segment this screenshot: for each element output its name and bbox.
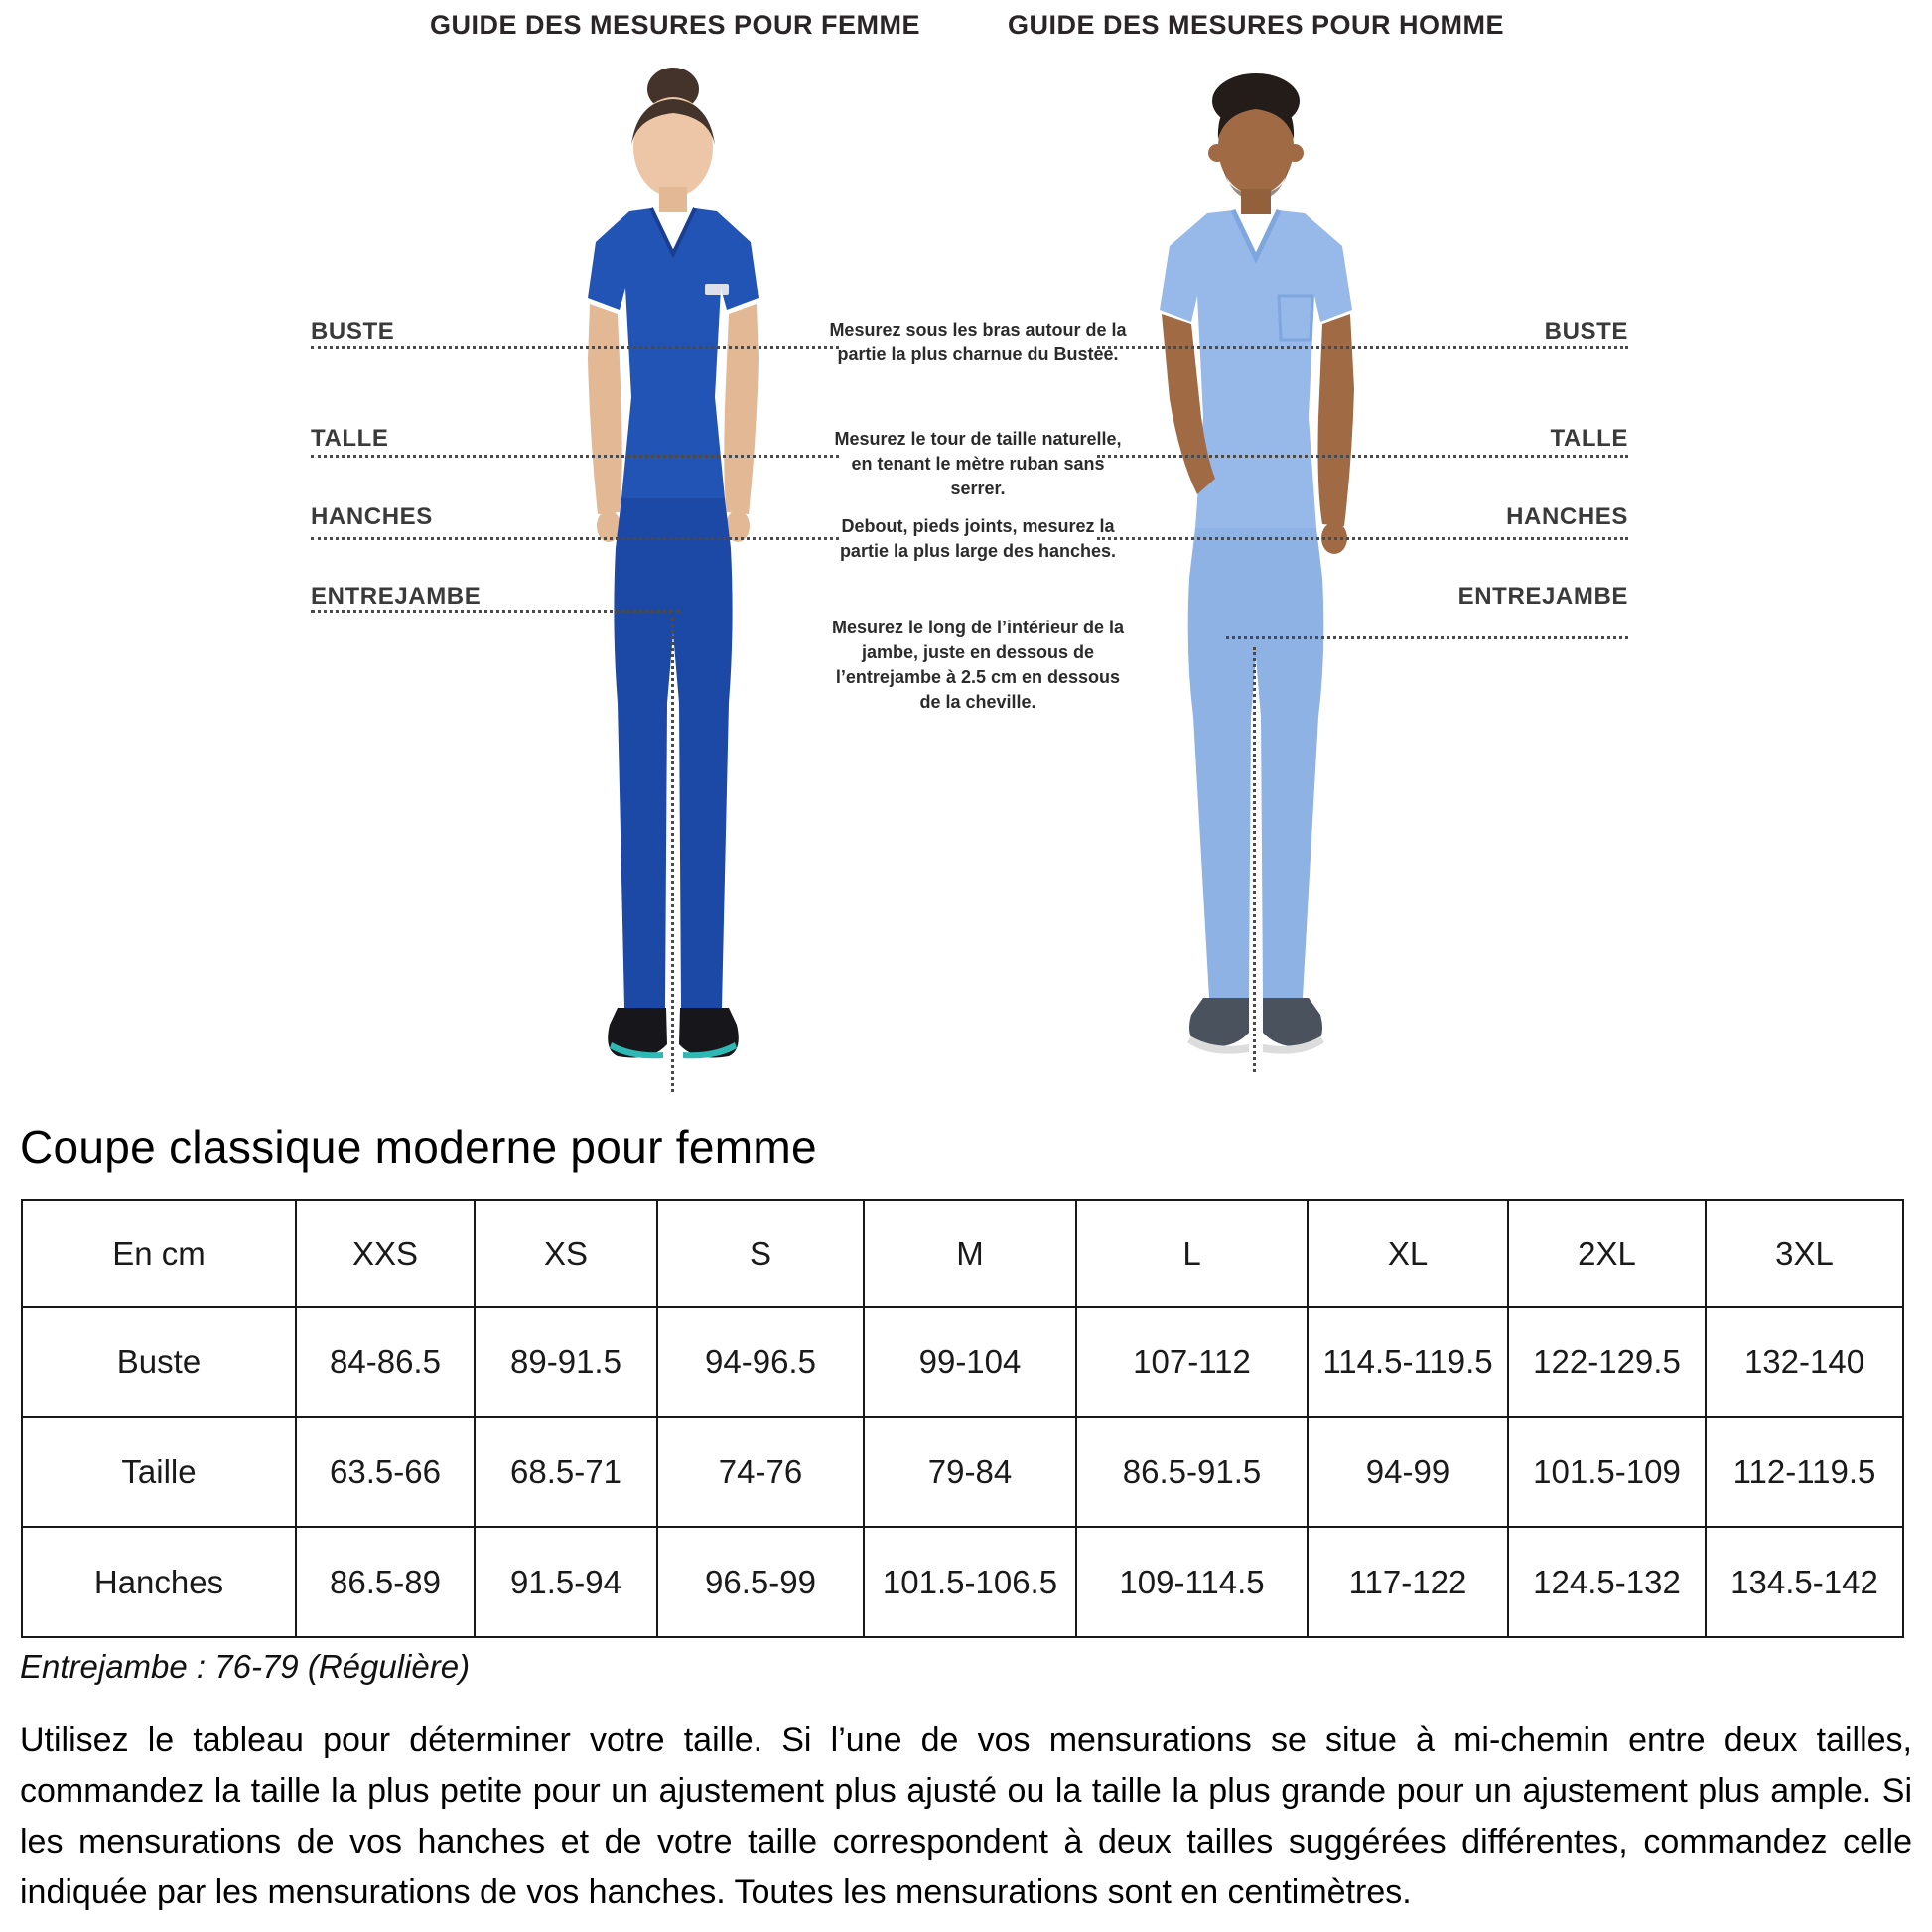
- col-3xl: 3XL: [1706, 1200, 1903, 1307]
- cell: 117-122: [1308, 1527, 1508, 1637]
- col-xl: XL: [1308, 1200, 1508, 1307]
- inseam-note: Entrejambe : 76-79 (Régulière): [20, 1648, 471, 1685]
- sizing-help-paragraph: Utilisez le tableau pour déterminer votre taille. Si l’une de vos mensurations se situe à mi-chemin entre deux tailles, commandez la taille la plus petite pour un ajustement plus ajusté ou la taille la plus grande pour un ajustement plus ample. Si les mensurations de vos hanches et de votre taille correspondent à deux tailles suggérées différentes, commandez celle indiquée par les mensurations de vos hanches. Toutes les mensurations sont en centimètres.: [20, 1722, 1912, 1911]
- women-guide-title: GUIDE DES MESURES POUR FEMME: [429, 10, 921, 40]
- cell: 86.5-89: [296, 1527, 475, 1637]
- cell: 112-119.5: [1706, 1417, 1903, 1527]
- cell: 74-76: [657, 1417, 864, 1527]
- col-l: L: [1076, 1200, 1308, 1307]
- label-left-entrejambe: ENTREJAMBE: [311, 583, 482, 610]
- cell: 63.5-66: [296, 1417, 475, 1527]
- man-ear: [1208, 144, 1226, 162]
- dotted-line-taille-left: [311, 455, 839, 458]
- label-right-entrejambe: ENTREJAMBE: [1457, 583, 1628, 610]
- men-guide-title: GUIDE DES MESURES POUR HOMME: [1007, 10, 1505, 40]
- cell: 89-91.5: [475, 1307, 657, 1417]
- dotted-line-entrejambe-right: [1226, 636, 1628, 639]
- dotted-line-hanches-left: [311, 537, 839, 540]
- woman-neck: [659, 187, 687, 212]
- col-xs: XS: [475, 1200, 657, 1307]
- cell: 68.5-71: [475, 1417, 657, 1527]
- instruction-bust: Mesurez sous les bras autour de la partie la plus charnue du Bustee.: [829, 320, 1127, 364]
- section-title: Coupe classique moderne pour femme: [20, 1121, 817, 1173]
- instruction-hips: Debout, pieds joints, mesurez la partie la plus large des hanches.: [839, 516, 1117, 561]
- cell: 134.5-142: [1706, 1527, 1903, 1637]
- cell: 94-99: [1308, 1417, 1508, 1527]
- cell: 99-104: [864, 1307, 1076, 1417]
- dotted-line-buste-right: [1097, 346, 1628, 349]
- cell: 84-86.5: [296, 1307, 475, 1417]
- label-right-taille: TALLE: [1550, 425, 1628, 452]
- cell: 96.5-99: [657, 1527, 864, 1637]
- cell: 114.5-119.5: [1308, 1307, 1508, 1417]
- instruction-waist: Mesurez le tour de taille naturelle, en tenant le mètre ruban sans serrer.: [834, 429, 1122, 498]
- col-s: S: [657, 1200, 864, 1307]
- label-left-hanches: HANCHES: [311, 503, 433, 530]
- cell: 122-129.5: [1508, 1307, 1706, 1417]
- col-m: M: [864, 1200, 1076, 1307]
- col-2xl: 2XL: [1508, 1200, 1706, 1307]
- cell: 107-112: [1076, 1307, 1308, 1417]
- label-left-buste: BUSTE: [311, 318, 395, 345]
- table-header-row: [22, 1200, 1903, 1307]
- row-label-hanches: Hanches: [22, 1527, 296, 1637]
- size-table: [21, 1199, 1904, 1638]
- instruction-inseam: Mesurez le long de l’intérieur de la jambe, juste en dessous de l’entrejambe à 2.5 cm en dessous de la cheville.: [831, 618, 1125, 712]
- row-label-buste: Buste: [22, 1307, 296, 1417]
- cell: 124.5-132: [1508, 1527, 1706, 1637]
- cell: 101.5-109: [1508, 1417, 1706, 1527]
- man-shoes: [1187, 998, 1324, 1054]
- dotted-line-inseam-man: [1253, 647, 1256, 1072]
- table-unit-header: En cm: [22, 1200, 296, 1307]
- man-ear: [1286, 144, 1304, 162]
- col-xxs: XXS: [296, 1200, 475, 1307]
- dotted-line-taille-right: [1097, 455, 1628, 458]
- cell: 91.5-94: [475, 1527, 657, 1637]
- cell: 101.5-106.5: [864, 1527, 1076, 1637]
- man-scrub-pants: [1188, 528, 1324, 998]
- dotted-line-buste-left: [311, 346, 839, 349]
- cell: 109-114.5: [1076, 1527, 1308, 1637]
- table-row-hanches: [22, 1527, 1903, 1637]
- label-left-taille: TALLE: [311, 425, 389, 452]
- table-row-buste: [22, 1307, 1903, 1417]
- cell: 79-84: [864, 1417, 1076, 1527]
- dotted-line-hanches-right: [1097, 537, 1628, 540]
- dotted-line-inseam-woman: [671, 618, 674, 1092]
- man-neck: [1241, 189, 1271, 214]
- brand-patch: [705, 284, 729, 295]
- label-right-buste: BUSTE: [1544, 318, 1628, 345]
- cell: 94-96.5: [657, 1307, 864, 1417]
- row-label-taille: Taille: [22, 1417, 296, 1527]
- table-row-taille: [22, 1417, 1903, 1527]
- dotted-line-entrejambe-left: [311, 610, 680, 613]
- man-figure-image: [1092, 60, 1420, 1092]
- cell: 132-140: [1706, 1307, 1903, 1417]
- cell: 86.5-91.5: [1076, 1417, 1308, 1527]
- label-right-hanches: HANCHES: [1506, 503, 1628, 530]
